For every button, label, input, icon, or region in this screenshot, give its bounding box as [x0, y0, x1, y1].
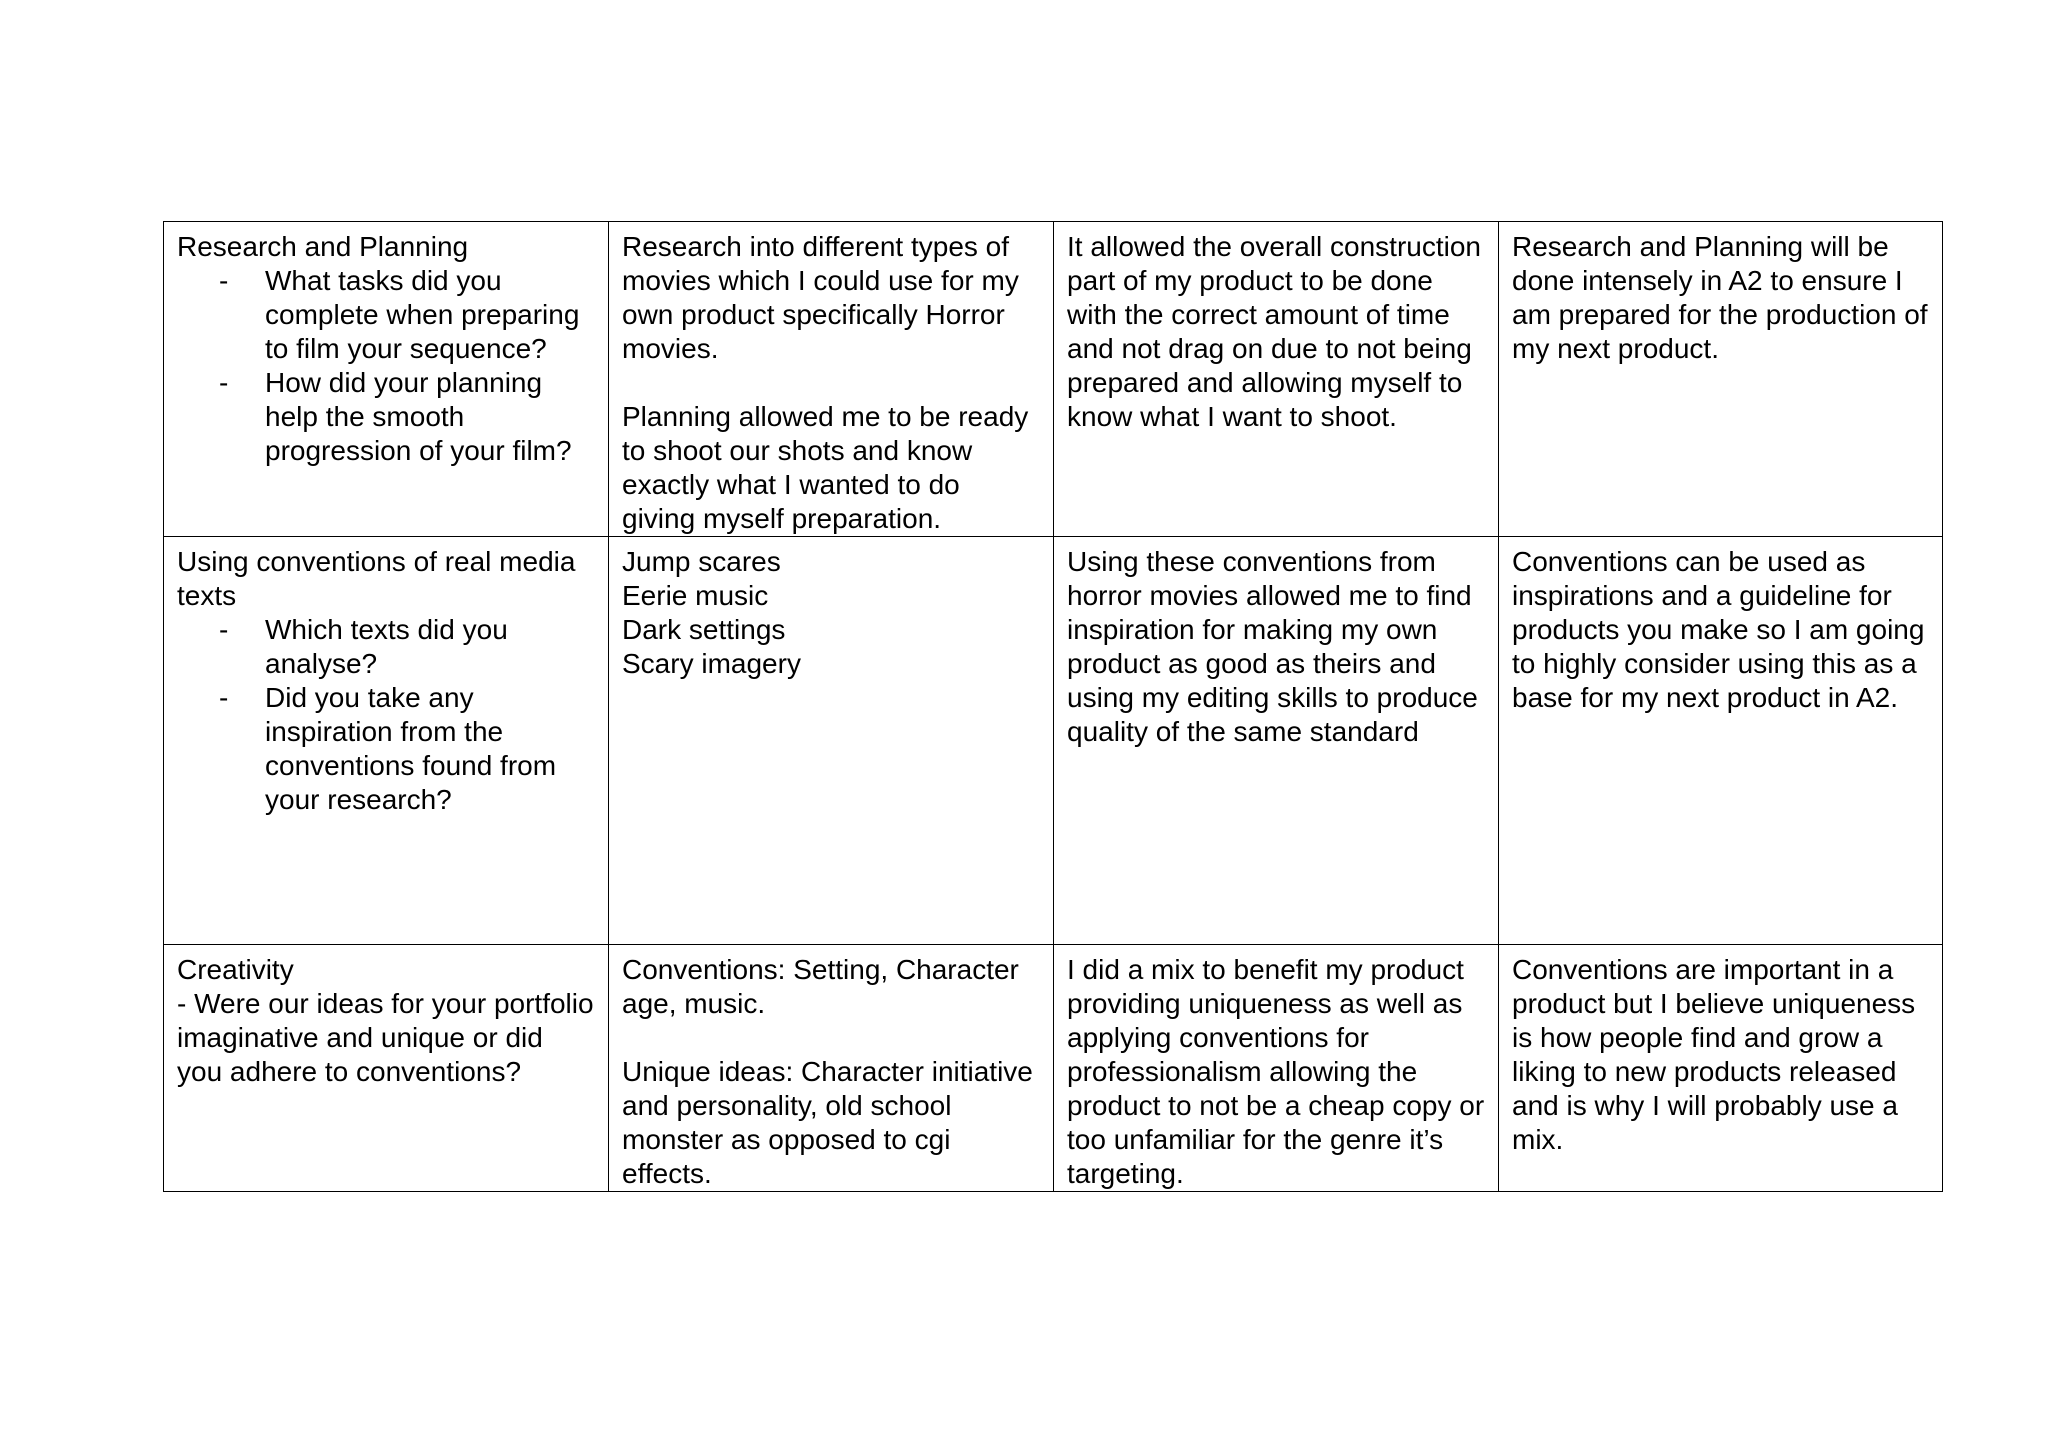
cell-paragraph: Research and Planning will be done intensely in A2 to ensure I am prepared for the production of my next product. — [1512, 231, 1928, 364]
row-heading: Research and Planning — [177, 231, 469, 262]
table-row-conventions — [164, 537, 1943, 945]
question-text: How did your planning help the smooth progression of your film? — [265, 367, 572, 466]
question-item — [219, 681, 595, 817]
table-cell-topic — [164, 945, 609, 1192]
question-text: - Were our ideas for your portfolio imaginative and unique or did you adhere to conventions? — [177, 988, 594, 1087]
table-cell-topic — [164, 537, 609, 945]
table-row-creativity — [164, 945, 1943, 1192]
row-heading: Creativity — [177, 954, 294, 985]
cell-paragraph: Unique ideas: Character initiative and personality, old school monster as opposed to cgi effects. — [622, 1056, 1033, 1189]
cell-paragraph: Conventions can be used as inspirations and a guideline for products you make so I am going to highly consider using this as a base for my next product in A2. — [1512, 546, 1925, 713]
table-cell-examples — [609, 945, 1054, 1192]
question-text: Which texts did you analyse? — [265, 614, 508, 679]
table-cell-future — [1499, 222, 1943, 537]
table-cell-examples — [609, 537, 1054, 945]
table-cell-impact — [1054, 537, 1499, 945]
evaluation-table — [163, 221, 1943, 1192]
cell-paragraph: I did a mix to benefit my product providing uniqueness as well as applying conventions for professionalism allowing the product to not be a cheap copy or too unfamiliar for the genre it’s targeting. — [1067, 954, 1485, 1189]
table-cell-future — [1499, 537, 1943, 945]
cell-paragraph: Research into different types of movies which I could use for my own product specifically Horror movies. — [622, 231, 1019, 364]
row-heading: Using conventions of real media texts — [177, 546, 576, 611]
table-cell-future — [1499, 945, 1943, 1192]
dash-bullet: - — [219, 265, 229, 296]
cell-paragraph: Conventions: Setting, Character age, music. — [622, 954, 1019, 1019]
dash-bullet: - — [219, 614, 229, 645]
list-item: Dark settings — [622, 614, 786, 645]
question-text: What tasks did you complete when preparing to film your sequence? — [265, 265, 580, 364]
list-item: Scary imagery — [622, 648, 801, 679]
table-cell-topic — [164, 222, 609, 537]
cell-paragraph: Conventions are important in a product but I believe uniqueness is how people find and grow a liking to new products released and is why I will probably use a mix. — [1512, 954, 1916, 1155]
table-cell-impact — [1054, 222, 1499, 537]
list-item: Jump scares — [622, 546, 781, 577]
table-cell-impact — [1054, 945, 1499, 1192]
table-cell-examples — [609, 222, 1054, 537]
question-list — [177, 264, 595, 468]
list-item: Eerie music — [622, 580, 769, 611]
question-item — [219, 613, 595, 681]
table-row-research-planning — [164, 222, 1943, 537]
question-text: Did you take any inspiration from the conventions found from your research? — [265, 682, 557, 815]
question-item — [219, 264, 595, 366]
cell-paragraph: Using these conventions from horror movies allowed me to find inspiration for making my own product as good as theirs and using my editing skills to produce quality of the same standard — [1067, 546, 1478, 747]
paragraph-gap — [622, 1021, 1040, 1055]
question-list — [177, 613, 595, 817]
dash-bullet: - — [219, 682, 229, 713]
dash-bullet: - — [219, 367, 229, 398]
cell-paragraph: Planning allowed me to be ready to shoot our shots and know exactly what I wanted to do giving myself preparation. — [622, 401, 1029, 534]
question-item — [219, 366, 595, 468]
cell-paragraph: It allowed the overall construction part of my product to be done with the correct amount of time and not drag on due to not being prepared and allowing myself to know what I want to shoot. — [1067, 231, 1481, 432]
paragraph-gap — [622, 366, 1040, 400]
